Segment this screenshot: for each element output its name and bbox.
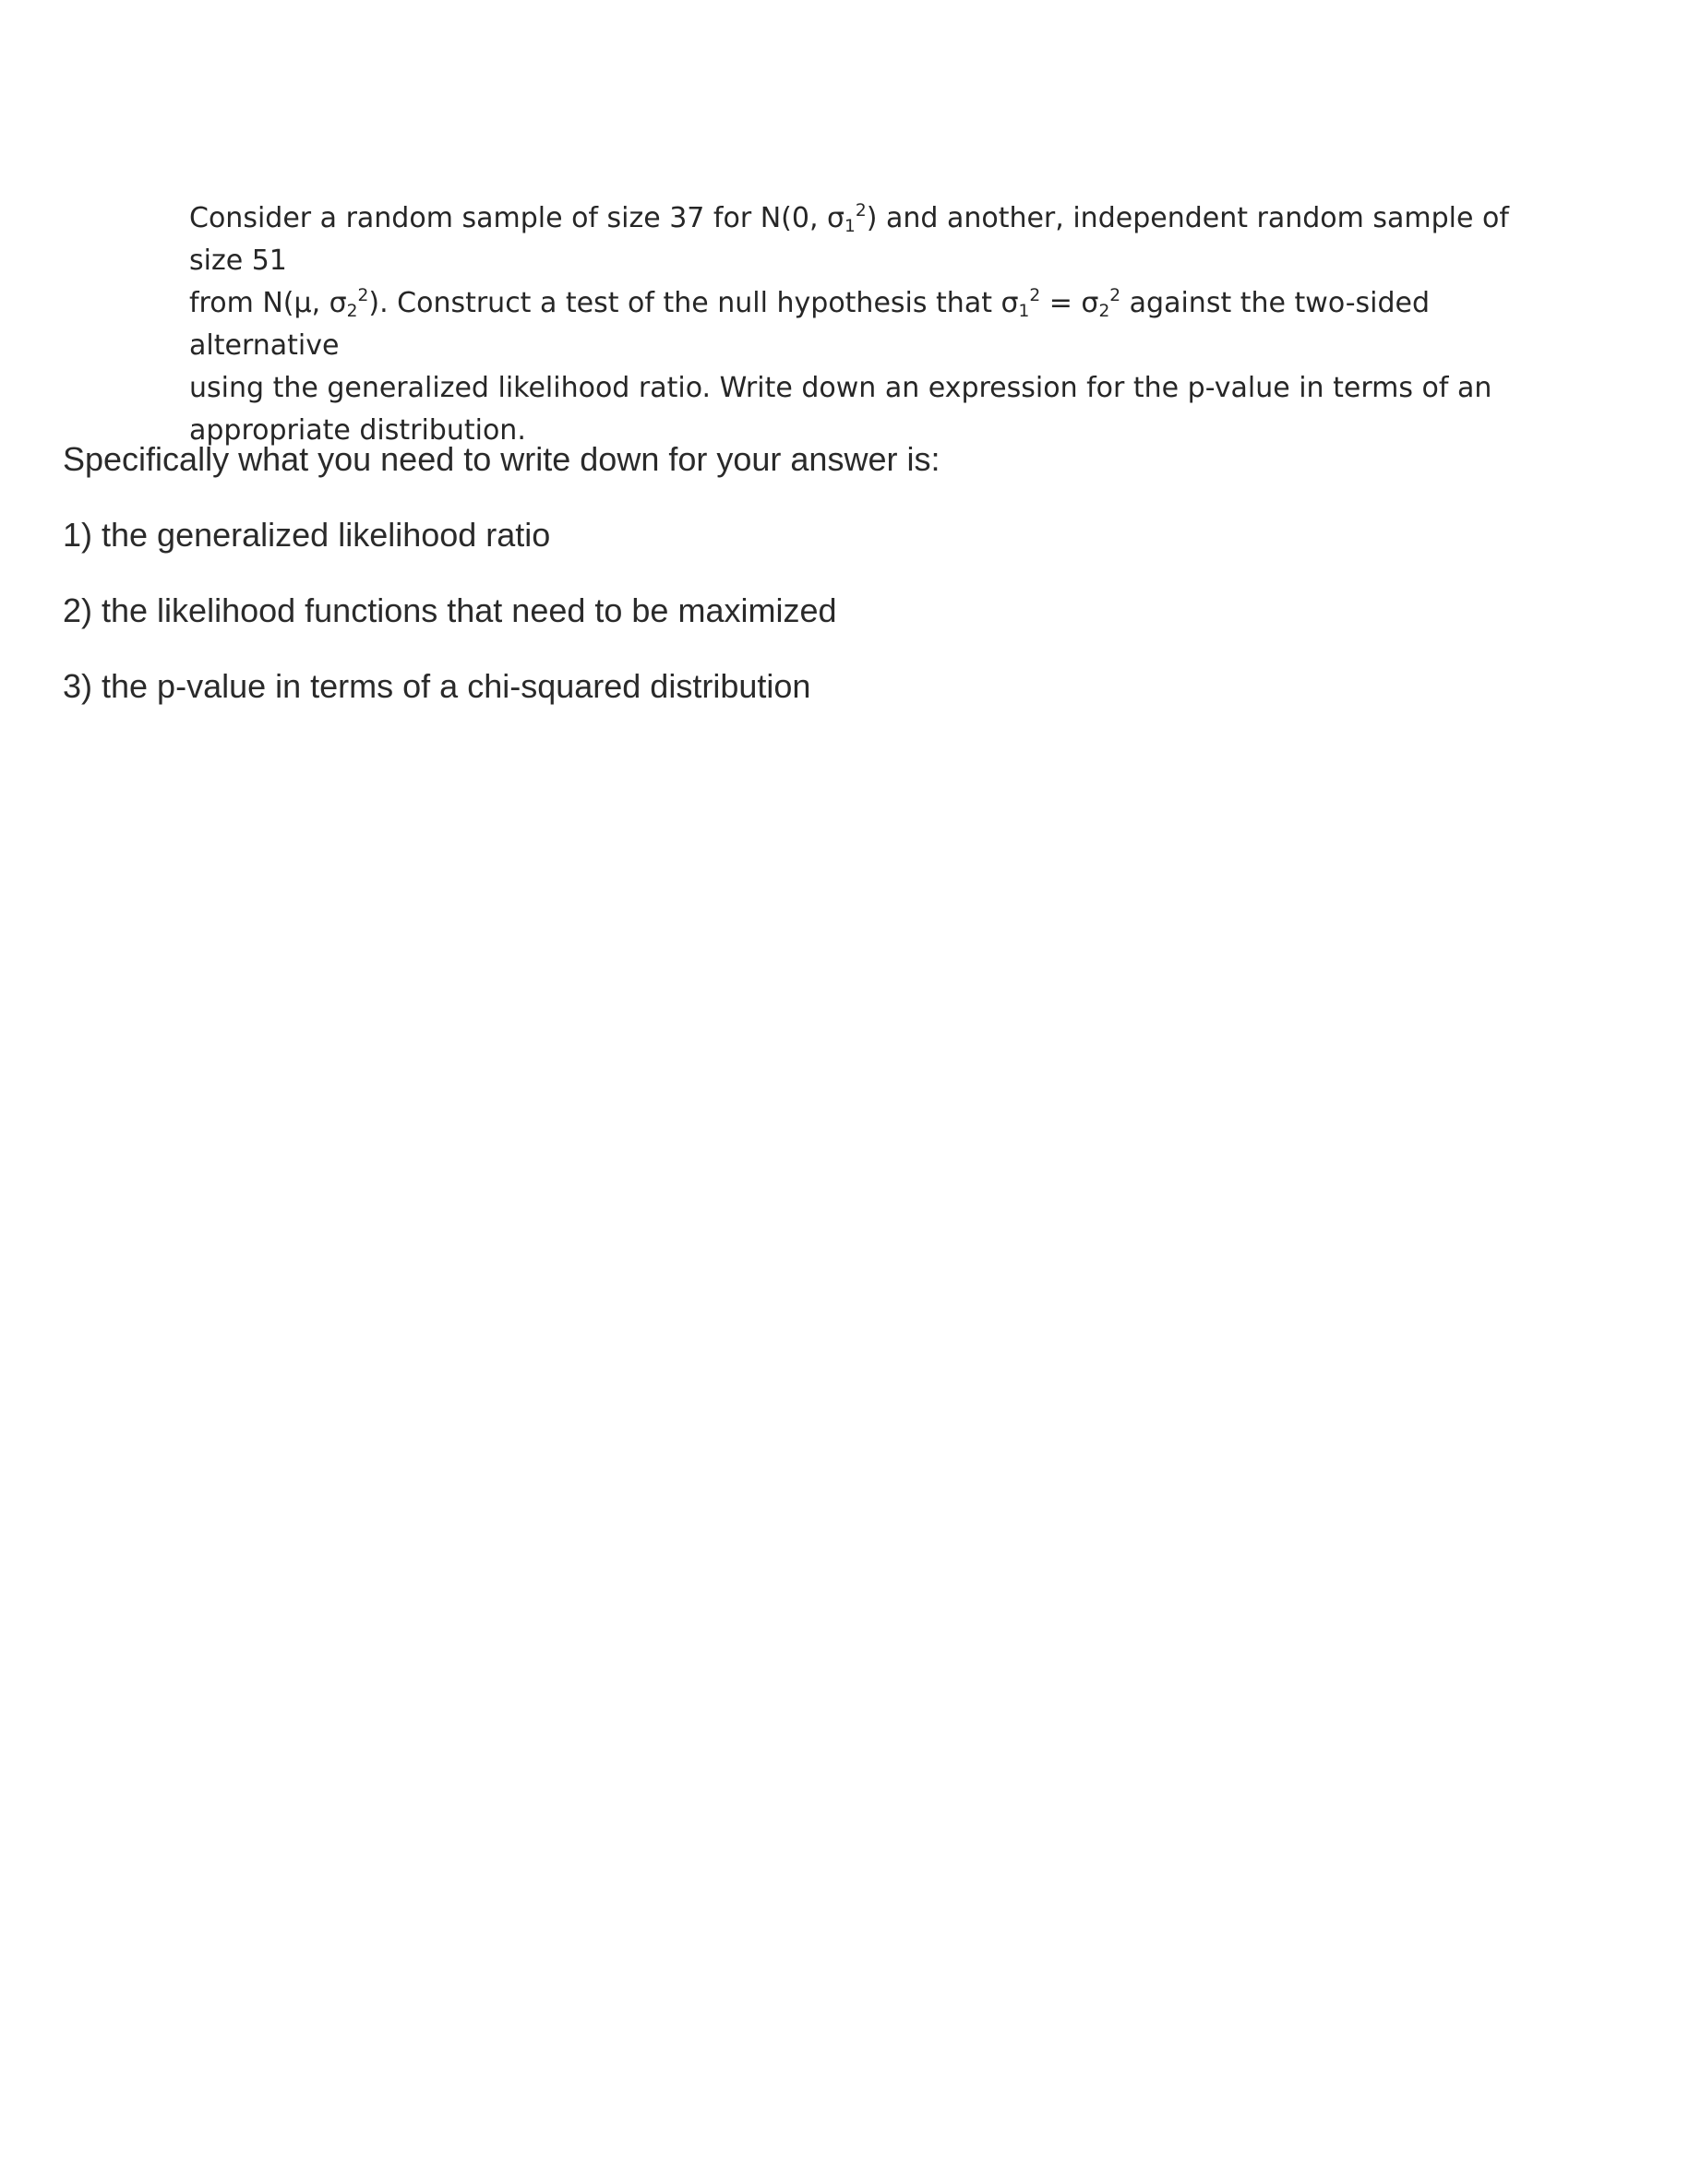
problem-line-4: appropriate distribution. [189, 414, 526, 447]
problem-statement [189, 197, 1509, 452]
answer-instructions [63, 439, 940, 742]
instructions-intro: Specifically what you need to write down for your answer is: [63, 440, 940, 478]
requirements-list [63, 515, 940, 707]
problem-line-1: Consider a random sample of size 37 for N(0, $\sigma_1^2$) and another, independent random sample of size 51 [189, 200, 1509, 277]
requirement-item: 1) the generalized likelihood ratio [63, 516, 551, 554]
problem-line-3: using the generalized likelihood ratio. Write down an expression for the p-value in terms of an [189, 372, 1492, 404]
requirement-item: 2) the likelihood functions that need to be maximized [63, 591, 837, 629]
requirement-item: 3) the p-value in terms of a chi-squared distribution [63, 667, 811, 705]
problem-line-2: from N(μ, $\sigma_2^2$). Construct a test of the null hypothesis that $\sigma_1^2 = \sigma_2^2$ against the two-sided alternative [189, 285, 1431, 362]
